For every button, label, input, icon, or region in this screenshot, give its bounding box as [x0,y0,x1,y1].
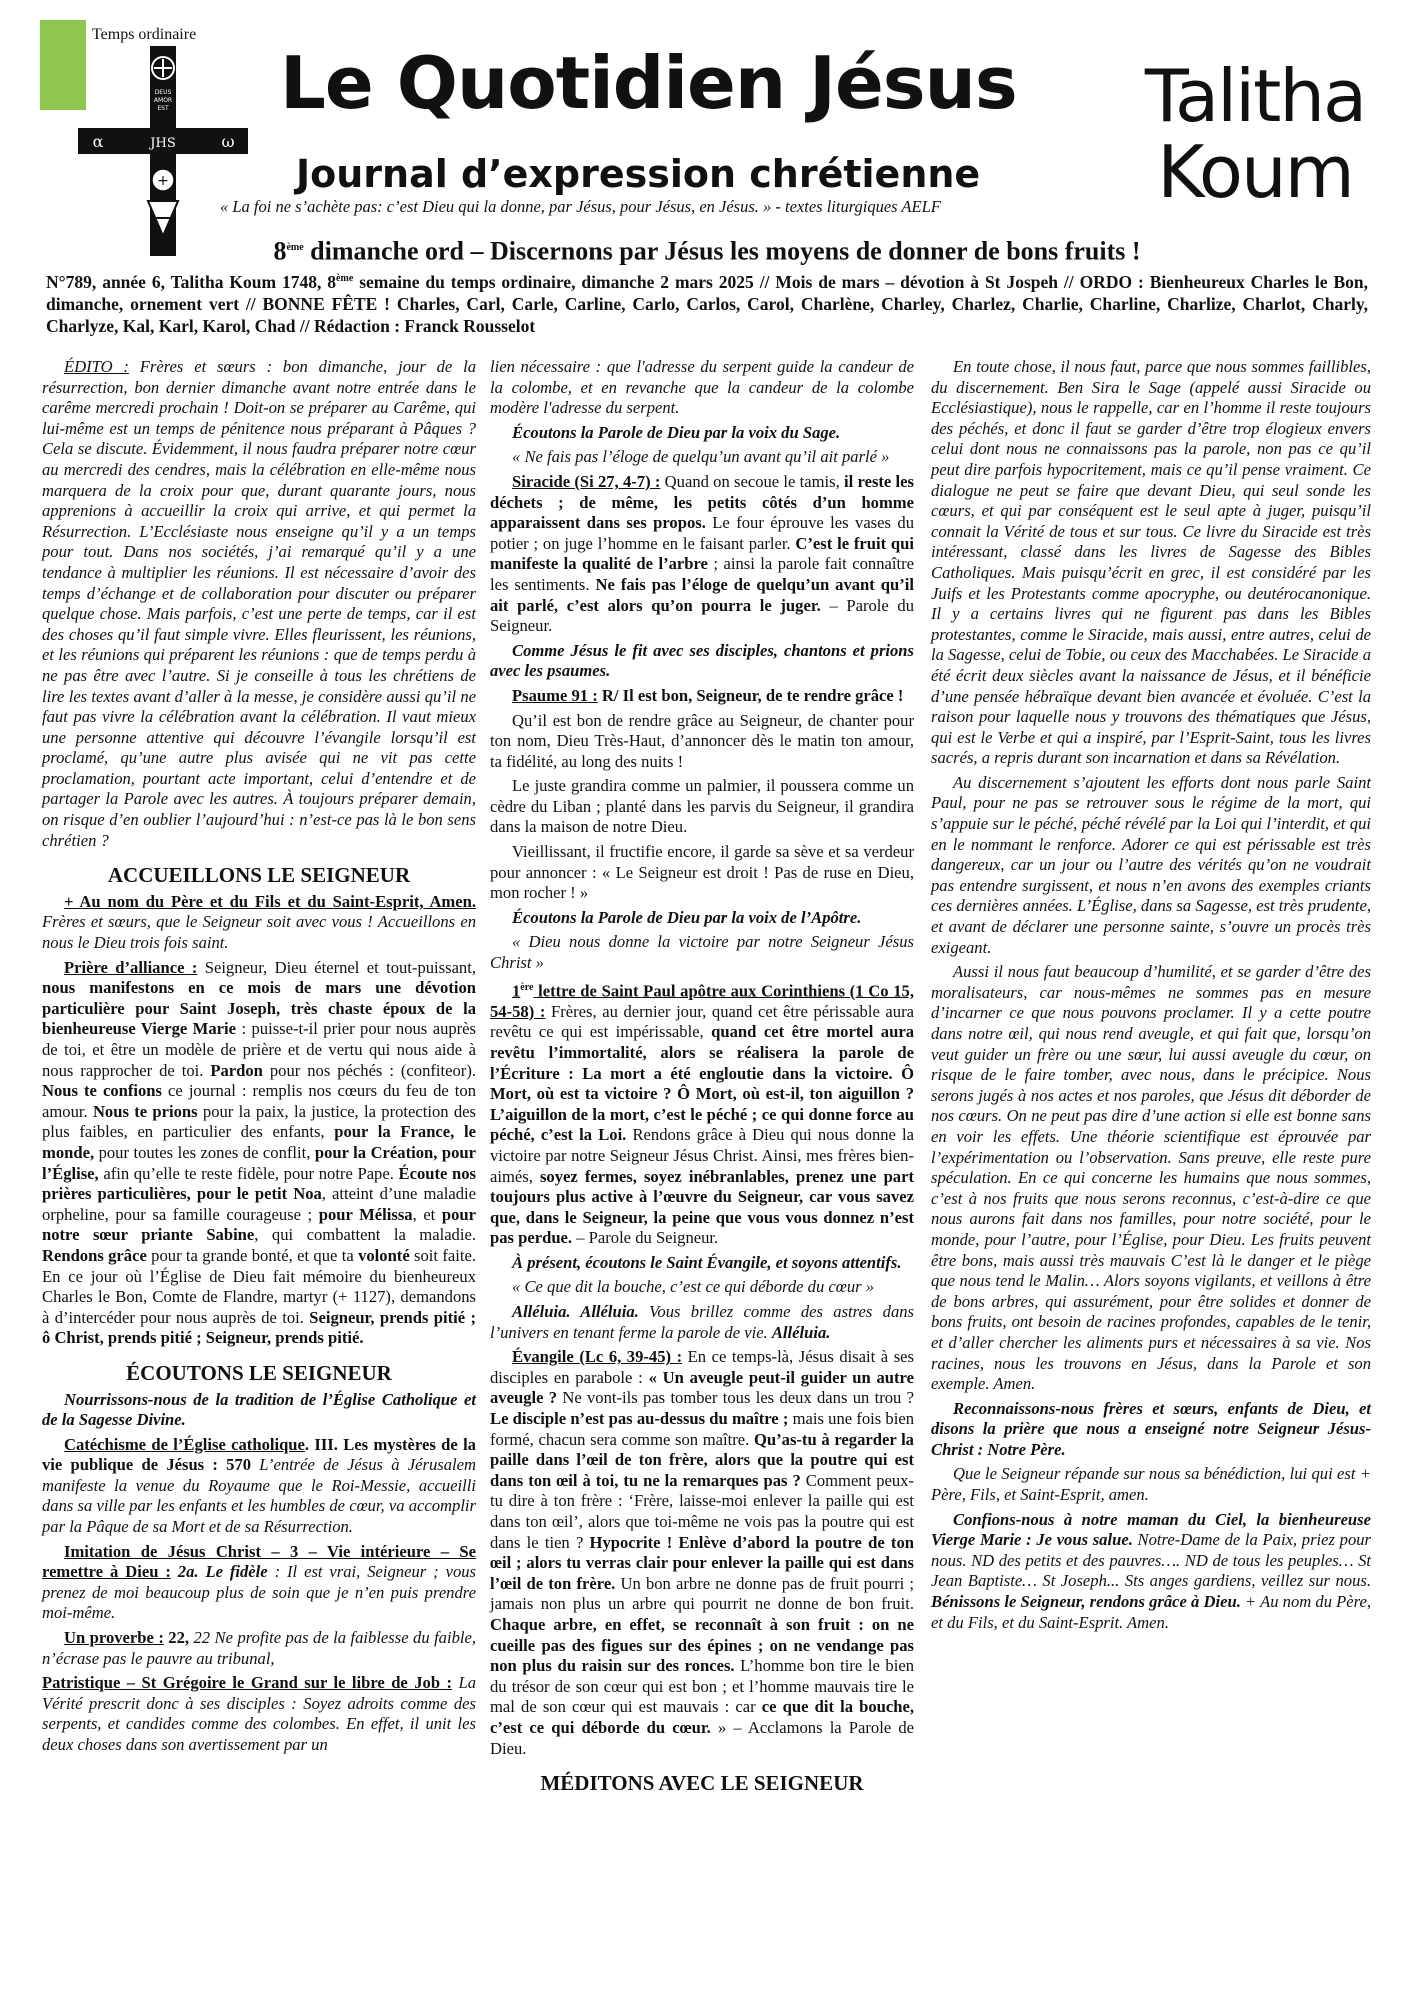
apostle-antiphon: « Dieu nous donne la victoire par notre Seigneur Jésus Christ » [490,932,914,973]
logo-text-3: EST [157,105,169,112]
psalm-intro: Comme Jésus le fit avec ses disciples, chantons et prions avec les psaumes. [490,640,914,681]
hail-mary: Confions-nous à notre maman du Ciel, la bienheureuse Vierge Marie : Je vous salue. Notre-Dame de la Paix, priez pour nous. ND des petits et des pauvres…. ND de tous les peuples… St Jean Baptiste… St Joseph... Sts anges gardiens, veillez sur nous. Bénissons le Seigneur, rendons grâce à Dieu. + Au nom du Père, et du Fils, et du Saint-Esprit. Amen. [931,1509,1372,1632]
sage-intro: Écoutons la Parole de Dieu par la voix du Sage. [512,422,841,442]
motto: « La foi ne s’achète pas: c’est Dieu qui la donne, par Jésus, pour Jésus, en Jésus. » - textes liturgiques AELF [220,197,941,216]
jhs-monogram: JHS [150,136,176,151]
psalm-refrain: Psaume 91 : R/ Il est bon, Seigneur, de te rendre grâce ! [512,685,904,705]
newspaper-subtitle: Journal d’expression chrétienne [296,152,981,196]
logo-cross-sign: + [157,173,169,189]
section-heading-accueil: ACCUEILLONS LE SEIGNEUR [107,863,411,888]
our-father: Reconnaissons-nous frères et sœurs, enfants de Dieu, et disons la prière que nous a enseigné notre Seigneur Jésus-Christ : Notre Père. [931,1398,1371,1459]
sage-antiphon: « Ne fais pas l’éloge de quelqu’un avant qu’il ait parlé » [512,447,890,467]
apostle-intro: Écoutons la Parole de Dieu par la voix de l’Apôtre. [512,907,862,927]
proverb: Un proverbe : 22, 22 Ne profite pas de la faiblesse du faible, n’écrase pas le pauvre au tribunal, [42,1628,477,1668]
talitha-koum-logo [1130,54,1380,214]
gospel-intro: À présent, écoutons le Saint Évangile, et soyons attentifs. [512,1252,902,1272]
tradition-intro: Nourrissons-nous de la tradition de l’Église Catholique et de la Sagesse Divine. [42,1389,476,1430]
jhs-cross-logo [78,46,248,256]
section-heading-ecoute: ÉCOUTONS LE SEIGNEUR [126,1360,392,1385]
catechism: Catéchisme de l’Église catholique. III. Les mystères de la vie publique de Jésus : 570 L’entrée de Jésus à Jérusalem manifeste la venue du Royaume que le Roi-Messie, accueilli dans sa ville par les enfants et les humbles de cœur, va accomplir par la Pâque de sa Mort et de sa Résurrection. [42,1434,476,1537]
logo-text-1: DEUS [154,89,172,96]
column-3 [931,357,1371,1637]
alleluia: Alléluia. Alléluia. Vous brillez comme des astres dans l’univers en tenant ferme la parole de vie. Alléluia. [490,1302,914,1342]
edito: ÉDITO : Frères et sœurs : bon dimanche, jour de la résurrection, bon dernier dimanche avant notre entrée dans le carême mercredi prochain ! Doit-on se préparer au Carême, qui lui-même est un temps de pénitence nous préparant à Pâques ? Cela se discute. Évidemment, il nous faudra préparer notre cœur au mercredi des cendres, mais la célébration en elle-même nous marquera de la croix pour que, durant quarante jours, nous apprenions à accueillir la croix qui arrive, et qui permet la Résurrection. L’Ecclésiaste nous enseigne qu’il y a un temps pour tout. Dans nos sociétés, j’ai remarqué qu’il y a une tendance à multiplier les réunions. Il est nécessaire d’avoir des temps d’échange et de collaboration pour discuter ou préparer quelque chose. Mais parfois, c’est une perte de temps, car il est des choses qu’il faut simple vivre. Elles fleurissent, les réunions, et les réunions qui préparent les réunions : que de temps perdu à ne pas être avec l’autre. Si je conseille à tous les chrétiens de lire les textes avant d’aller à la messe, je considère aussi qu’il ne faut pas vivre la célébration avant la célébration. Il vaut mieux une personne attentive qui découvre l’évangile lorsqu’il est proclamé, qu’une autre plus avisée qui ne vit pas cette proclamation, pourtant acte important, celui d’entendre et de partager la Parole avec les autres. À toujours préparer demain, on risque d’en oublier l’aujourd’hui : n’est-ce pas là le bon sens chrétien ? [42,357,477,850]
sign-of-cross: + Au nom du Père et du Fils et du Saint-Esprit, Amen. Frères et sœurs, que le Seigneur soit avec vous ! Accueillons en nous le Dieu trois fois saint. [42,891,476,953]
meditation-2: Au discernement s’ajoutent les efforts dont nous parle Saint Paul, pour ne pas se retrouver sous le régime de la mort, qui s’appuie sur le péché, péché révélé par la Loi qui l’interdit, et qui en le nommant le renforce. Adorer ce qui est périssable est très dangereux, car un jour ou l’autre des vérités qu’on ne voudrait pas entendre surgissent, et nous n’en avons des exemples criants ces dernières années. L’Église, dans sa Sagesse, est très prudente, et avant de déclarer une personne sainte, s’ouvre un procès très exigeant. [931,772,1371,957]
section-heading-meditation: MÉDITONS AVEC LE SEIGNEUR [540,1771,864,1796]
newspaper-title: Le Quotidien Jésus [280,41,1017,125]
meditation-1: En toute chose, il nous faut, parce que nous sommes faillibles, du discernement. Ben Sira le Sage (appelé aussi Siracide ou Ecclésiastique), nous le rappelle, car en l’homme il reste toujours des péchés, et donc il faut se garder d’être trop élogieux envers celui dont nous ne connaissons pas la parole, non pas ce qu’il peut dire parfois hypocritement, mais ce qu’il pense vraiment. Ce dialogue ne peut se faire que devant Dieu, qui seul sonde les cœurs, et qui par conséquent est le seul apte à juger, puisqu’il connait la Vérité de tous et sur tous. Ce livre du Siracide est très intéressant, classé dans les livres de Sagesse des Bibles Catholiques. Mais puisqu’écrit en grec, il est considéré par les Juifs et les Protestants comme apocryphe, ou deutérocanonique. Il y a certains livres qui ne figurent pas dans les Bibles protestantes, comme le Siracide, mais aussi, entre autres, celui de la Sagesse, celui de Tobie, ou ceux des Macchabées. Le Siracide a été écrit deux siècles avant la naissance de Jésus, et il bénéficie d’une pensée hébraïque devant bien avancée et évoluée. C’est la raison pour laquelle nous y trouvons des thématiques que Jésus, qui est le Verbe et qui a inspiré, par l’Esprit-Saint, tous les livres sacrés, a repris durant son incarnation et dans sa Révélation. [931,357,1371,768]
liturgical-season: Temps ordinaire [92,26,197,43]
blessing: Que le Seigneur répande sur nous sa bénédiction, lui qui est + Père, Fils, et Saint-Esprit, amen. [931,1464,1371,1505]
second-reading: 1ère lettre de Saint Paul apôtre aux Corinthiens (1 Co 15, 54-58) : Frères, au dernier jour, quand cet être périssable aura revêtu ce qui est impérissable, quand cet être mortel aura revêtu l’immortalité, alors se réalisera la parole de l’Écriture : La mort a été engloutie dans la victoire. Ô Mort, où est ta victoire ? Ô Mort, où est-il, ton aiguillon ? L’aiguillon de la mort, c’est le péché ; ce qui donne force au péché, c’est la Loi. Rendons grâce à Dieu qui nous donne la victoire par notre Seigneur Jésus Christ. Ainsi, mes frères bien-aimés, soyez fermes, soyez inébranlables, prenez une part toujours plus active à l’œuvre du Seigneur, car vous savez que, dans le Seigneur, la peine que vous vous donnez n’est pas perdue. – Parole du Seigneur. [490,981,915,1248]
psalm-stanza-1: Qu’il est bon de rendre grâce au Seigneur, de chanter pour ton nom, Dieu Très-Haut, d’annoncer dès le matin ton amour, ta fidélité, au long des nuits ! [490,710,914,771]
imitation: Imitation de Jésus Christ – 3 – Vie intérieure – Se remettre à Dieu : 2a. Le fidèle : Il est vrai, Seigneur ; vous prenez de moi beaucoup plus de soin que je n’en puis prendre moi-même. [42,1541,476,1623]
patristic-continued: lien nécessaire : que l'adresse du serpent guide la candeur de la colombe, et en revanche que la candeur de la colombe modère l'adresse du serpent. [490,357,914,418]
omega-symbol: ω [221,132,235,151]
prayer-of-covenant: Prière d’alliance : Seigneur, Dieu éternel et tout-puissant, nous manifestons en ce mois de mars une dévotion particulière pour Saint Joseph, très chaste époux de la bienheureuse Vierge Marie : puisse-t-il prier pour nous auprès de toi, et être un modèle de prière et de vertu qui nous aide à nous rapprocher de toi. Pardon pour nos péchés : (confiteor). Nous te confions ce journal : remplis nos cœurs du feu de ton amour. Nous te prions pour la paix, la justice, la protection des plus faibles, en particulier des enfants, pour la France, le monde, pour toutes les zones de conflit, pour la Création, pour l’Église, afin qu’elle te reste fidèle, pour notre Pape. Écoute nos prières particulières, pour le petit Noa, atteint d’une maladie orpheline, pour sa famille courageuse ; pour Mélissa, et pour notre sœur priante Sabine, qui combattent la maladie. Rendons grâce pour ta grande bonté, et que ta volonté soit faite. En ce jour où l’Église de Dieu fait mémoire du bienheureux Charles le Bon, Comte de Flandre, martyr (+ 1127), demandons à d’intercéder pour nous auprès de toi. Seigneur, prends pitié ; ô Christ, prends pitié ; Seigneur, prends pitié. [42,957,477,1348]
brand-line-1: Talitha [1144,54,1366,138]
alpha-symbol: α [92,132,104,151]
psalm-stanza-2: Le juste grandira comme un palmier, il poussera comme un cèdre du Liban ; planté dans les parvis du Seigneur, il grandira dans la maison de notre Dieu. [490,776,914,837]
brand-line-2: Koum [1157,130,1353,214]
logo-text-2: AMOR [153,97,173,104]
first-reading: Siracide (Si 27, 4-7) : Quand on secoue le tamis, il reste les déchets ; de même, les petits côtés d’un homme apparaissent dans ses propos. Le four éprouve les vases du potier ; on juge l’homme en le faisant parler. C’est le fruit qui manifeste la qualité de l’arbre ; ainsi la parole fait connaître les sentiments. Ne fais pas l’éloge de quelqu’un avant qu’il ait parlé, c’est alors qu’on pourra le juger. – Parole du Seigneur. [490,471,914,636]
patristic: Patristique – St Grégoire le Grand sur le libre de Job : La Vérité prescrit donc à ses disciples : Soyez adroits comme des serpents, et candides comme des colombes. En effet, il unit les deux choses dans son avertissement par un [42,1673,476,1754]
gospel: Évangile (Lc 6, 39-45) : En ce temps-là, Jésus disait à ses disciples en parabole : « Un aveugle peut-il guider un autre aveugle ? Ne vont-ils pas tomber tous les deux dans un trou ? Le disciple n’est pas au-dessus du maître ; mais une fois bien formé, chacun sera comme son maître. Qu’as-tu à regarder la paille dans l’œil de ton frère, alors que la poutre qui est dans ton œil à toi, tu ne la remarques pas ? Comment peux-tu dire à ton frère : ‘Frère, laisse-moi enlever la paille qui est dans ton œil’, alors que toi-même ne vois pas la poutre qui est dans le tien ? Hypocrite ! Enlève d’abord la poutre de ton œil ; alors tu verras clair pour enlever la paille qui est dans l’œil de ton frère. Un bon arbre ne donne pas de fruit pourri ; jamais non plus un arbre qui pourrit ne donne de bon fruit. Chaque arbre, en effet, se reconnaît à son fruit : on ne cueille pas des figues sur des épines ; on ne vendange pas non plus du raisin sur des ronces. L’homme bon tire le bien du trésor de son cœur qui est bon ; et l’homme mauvais tire le mal de son cœur qui est mauvais : car ce que dit la bouche, c’est ce qui déborde du cœur. » – Acclamons la Parole de Dieu. [490,1347,915,1758]
column-2 [490,357,914,1800]
psalm-stanza-3: Vieillissant, il fructifie encore, il garde sa sève et sa verdeur pour annoncer : « Le Seigneur est droit ! Pas de ruse en Dieu, mon rocher ! » [490,842,914,903]
gospel-antiphon: « Ce que dit la bouche, c’est ce qui déborde du cœur » [512,1277,875,1297]
meditation-3: Aussi il nous faut beaucoup d’humilité, et se garder d’être des moralisateurs, car nous-mêmes ne sommes pas en mesure d’incarner ce que nous pouvons proclamer. Il y a cette poutre dans notre œil, qui nous rend aveugle, et qui fait que, lorsqu’on veut guider un frère ou une sœur, lui aussi aveugle du cœur, on risque de le faire tomber, avec nous, dans le précipice. Nous serons jugés à nos actes et nos paroles, que Jésus dit déborder de nos cœurs. On ne peut pas dire d’une action si elle est bonne sans en voir les effets. Une théorie scientifique est éprouvée par l’expérimentation ou l’observation. Sans preuve, elle reste pure spéculation. En ce qui concerne les humains que nous sommes, c’est à nos fruits que nous serons reconnus, c’est-à-dire ce que nous aurons fait dans nos familles, pour notre société, pour le monde, pour l’autre, pour l’Église, pour Dieu. Les fruits peuvent être bons, mais aussi très mauvais C’est là le danger et le piège que nous tend le Malin… Alors soyons vigilants, et veillons à être de bons arbres, qui assurément, pour être solides et donner de bons fruits, ont besoin de racines profondes, capables de le tenir, et d’aller chercher les aliments purs et nécessaires à sa vie. Nos racines, nous les trouvons en Jésus, dans la Parole et son exemple. Amen. [931,962,1371,1394]
column-1 [42,357,476,1760]
headline: 8ème dimanche ord – Discernons par Jésus les moyens de donner de bons fruits ! [273,236,1141,266]
issue-info: N°789, année 6, Talitha Koum 1748, 8ème semaine du temps ordinaire, dimanche 2 mars 2025 // Mois de mars – dévotion à St Jospeh // ORDO : Bienheureux Charles le Bon, dimanche, ornement vert // BONNE FÊTE ! Charles, Carl, Carle, Carline, Carlo, Carlos, Carol, Charlène, Charley, Charlez, Charlie, Charline, Charlize, Charlot, Charly, Charlyze, Kal, Karl, Karol, Chad // Rédaction : Franck Rousselot [46,271,1368,336]
